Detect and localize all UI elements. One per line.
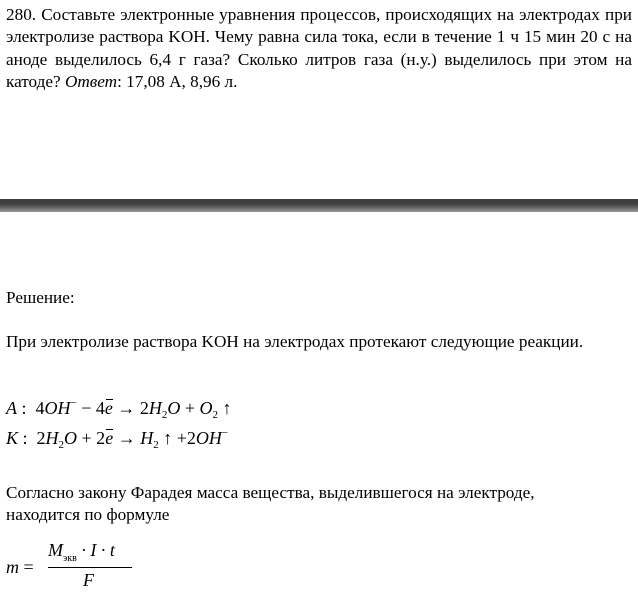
- section-divider: [0, 199, 638, 212]
- formula-numerator: $M_{экв} \cdot I \cdot t$: [48, 540, 115, 564]
- answer-value: : 17,08 А, 8,96 л.: [117, 71, 238, 91]
- solution-heading: Решение:: [6, 288, 75, 307]
- formula-denominator: F: [83, 570, 94, 590]
- problem-text: 280. Составьте электронные уравнения процессов, происходящих на электродах при электролизе раствора KOH. Чему равна сила тока, если в течение 1 ч 15 мин 20 с на аноде выделилось 6,4 г газа? Сколько литров газа (н.у.) выделилось при этом на катоде?: [6, 5, 632, 91]
- anode-label: A: [6, 398, 17, 418]
- answer-label: Ответ: [64, 71, 118, 91]
- cathode-equation: K : $2H_2O + 2e \to H_2$ ↑ +2OH−: [6, 427, 229, 451]
- faraday-text: Согласно закону Фарадея масса вещества, выделившегося на электроде, находится по формуле: [6, 483, 535, 525]
- cathode-label: K: [6, 428, 19, 448]
- anode-equation: A : $4OH^- - 4e \to 2H_2O + O_2$ ↑: [6, 397, 232, 421]
- fraction-bar: [48, 567, 132, 568]
- formula-lhs: m =: [6, 557, 34, 577]
- solution-intro: При электролизе раствора KOH на электродах протекают следующие реакции.: [6, 332, 584, 351]
- problem-statement: [6, 4, 632, 93]
